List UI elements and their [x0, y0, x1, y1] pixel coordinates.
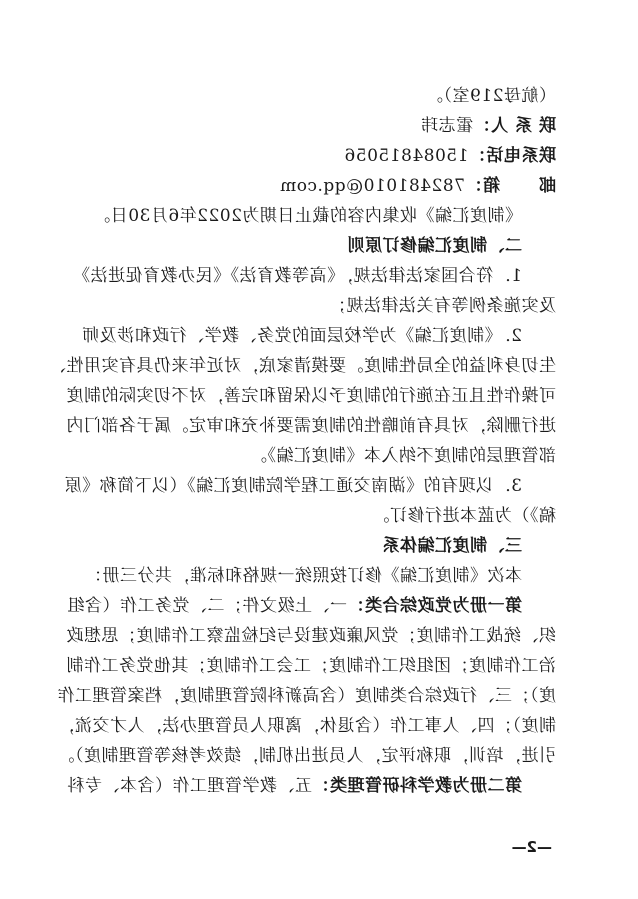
volume-1-line-f: 引进，培训，职称评定，人员进出机制，绩效考核等管理制度）。 — [57, 746, 556, 766]
principle-2-line-a: 2．《制度汇编》为学校层面的党务、教学、行政和涉及师 — [81, 326, 522, 346]
principle-2-line-e: 部管理层的制度不纳入本《制度汇编》。 — [249, 446, 556, 466]
section-heading-system: 三、制度汇编体系 — [382, 536, 522, 556]
contact-email-value: 782481010@qq.com — [279, 176, 465, 196]
system-intro: 本次《制度汇编》修订按照统一规格和标准，共分三册： — [84, 566, 522, 586]
contact-person — [421, 114, 556, 138]
contact-phone — [344, 144, 556, 168]
volume-1-text: 一、上级文件；二、党务工作（含组 — [67, 596, 347, 616]
principle-1-line-a: 1．符合国家法律法规，《高等教育法》《民办教育促进法》 — [72, 266, 522, 286]
volume-2-title: 第二册为教学科研管理类： — [312, 776, 522, 796]
volume-1-line-b: 织、统战工作制度；党风廉政建设与纪检监察工作制度；思想政 — [66, 626, 556, 646]
principle-2-line-c: 可操作性且正在施行的制度予以保留和完善，对不切实际的制度 — [66, 386, 556, 406]
room-note: （航母219室）。 — [425, 86, 556, 106]
contact-person-value: 霍志玮 — [420, 116, 474, 136]
principle-2-line-d: 进行删除，对具有前瞻性的制度需要补充和审定。属于各部门内 — [66, 416, 556, 436]
page-number: —2— — [511, 838, 552, 856]
volume-1-line-d: 度）；三、行政综合类制度（含高新科院管理制度，档案管理工作 — [57, 686, 556, 706]
principle-2-line-b: 生切身利益的全局性制度。要摸清家底，对近年来仍具有实用性、 — [48, 356, 556, 376]
section-heading-principles: 二、制度汇编修订原则 — [347, 236, 522, 256]
volume-2-line — [67, 774, 522, 798]
deadline-note: 《制度汇编》收集内容的截止日期为2022年6月30日。 — [92, 206, 522, 226]
contact-person-label: 联 系 人： — [473, 116, 556, 136]
principle-3-line-b: 稿》）为蓝本进行修订。 — [372, 506, 556, 526]
principle-3-line-a: 3．以现有的《湖南交通工程学院制度汇编》（以下简称《原 — [64, 476, 522, 496]
volume-1-line — [67, 594, 522, 618]
contact-email — [280, 174, 556, 198]
volume-1-title: 第一册为党政综合类： — [347, 596, 522, 616]
volume-1-line-c: 治工作制度；团组织工作制度；工会工作制度；其他党务工作制 — [66, 656, 556, 676]
principle-1-line-b: 及实施条例等有关法律法规； — [328, 296, 556, 316]
contact-email-label: 邮 箱： — [464, 176, 556, 196]
volume-1-line-e: 制度）；四、人事工作（含退休，离职人员管理办法，人才交流， — [57, 716, 556, 736]
volume-2-text: 五、教学管理工作（含本、专科 — [67, 776, 312, 796]
contact-phone-value: 15084815056 — [344, 146, 469, 166]
contact-phone-label: 联系电话： — [468, 146, 556, 166]
